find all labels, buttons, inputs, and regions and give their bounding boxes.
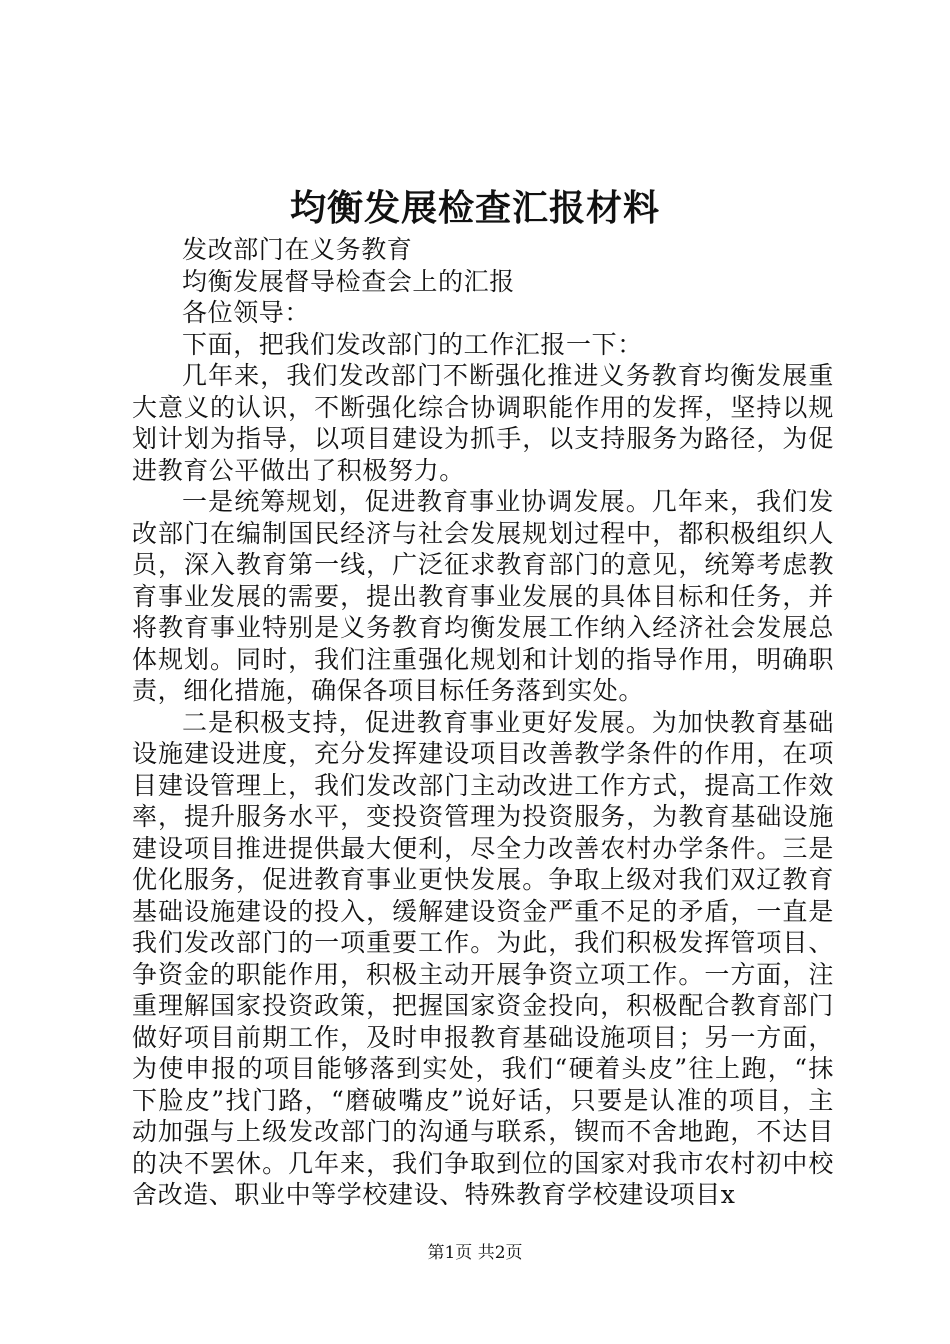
- paragraph-point-two-three: 二是积极支持，促进教育事业更好发展。为加快教育基础设施建设进度，充分发挥建设项目改善教学条件的作用，在项目建设管理上，我们发改部门主动改进工作方式，提高工作效率，提升服务水平，变投资管理为投资服务，为教育基础设施建设项目推进提供最大便利，尽全力改善农村办学条件。三是优化服务，促进教育事业更快发展。争取上级对我们双辽教育基础设施建设的投入，缓解建设资金严重不足的矛盾，一直是我们发改部门的一项重要工作。为此，我们积极发挥管项目、争资金的职能作用，积极主动开展争资立项工作。一方面，注重理解国家投资政策，把握国家资金投向，积极配合教育部门做好项目前期工作，及时申报教育基础设施项目；另一方面，为使申报的项目能够落到实处，我们“硬着头皮”往上跑，“抹下脸皮”找门路，“磨破嘴皮”说好话，只要是认准的项目，主动加强与上级发改部门的沟通与联系，锲而不舍地跑，不达目的决不罢休。几年来，我们争取到位的国家对我市农村初中校舍改造、职业中等学校建设、特殊教育学校建设项目x: [132, 707, 834, 1209]
- document-title: 均衡发展检查汇报材料: [289, 187, 660, 229]
- paragraph-intro: 下面，把我们发改部门的工作汇报一下：: [182, 329, 643, 359]
- paragraph-heading-line-1: 发改部门在义务教育: [182, 235, 413, 264]
- paragraph-heading-line-2: 均衡发展督导检查会上的汇报: [182, 266, 515, 296]
- paragraph-point-one: 一是统筹规划，促进教育事业协调发展。几年来，我们发改部门在编制国民经济与社会发展规划过程中，都积极组织人员，深入教育第一线，广泛征求教育部门的意见，统筹考虑教育事业发展的需要，提出教育事业发展的具体目标和任务，并将教育事业特别是义务教育均衡发展工作纳入经济社会发展总体规划。同时，我们注重强化规划和计划的指导作用，明确职责，细化措施，确保各项目标任务落到实处。: [132, 487, 834, 705]
- paragraph-salutation: 各位领导：: [182, 298, 311, 327]
- page-footer: 第1页 共2页: [427, 1243, 523, 1263]
- document-body: [132, 234, 834, 1211]
- paragraph-overview: 几年来，我们发改部门不断强化推进义务教育均衡发展重大意义的认识，不断强化综合协调职能作用的发挥，坚持以规划计划为指导，以项目建设为抓手，以支持服务为路径，为促进教育公平做出了积极努力。: [132, 361, 834, 485]
